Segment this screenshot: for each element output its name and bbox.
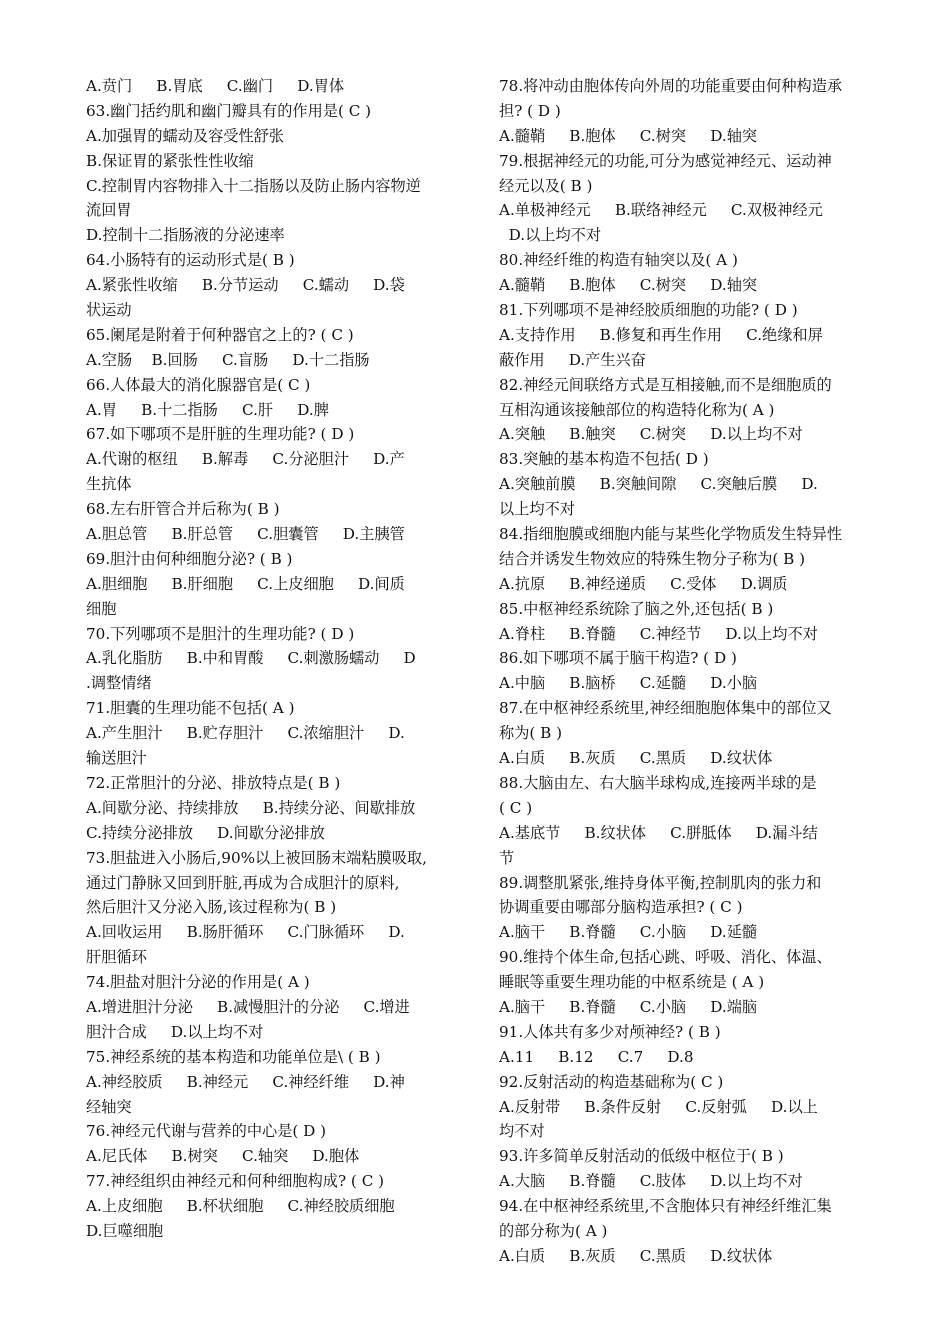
text-line: 79.根据神经元的功能,可分为感觉神经元、运动神 bbox=[499, 151, 832, 170]
text-line: A.胆细胞 B.肝细胞 C.上皮细胞 D.间质 bbox=[86, 574, 405, 593]
text-line: 担? ( D ) bbox=[499, 101, 561, 120]
text-line: A.间歇分泌、持续排放 B.持续分泌、间歇排放 bbox=[86, 798, 416, 817]
text-line: D.以上均不对 bbox=[499, 226, 602, 245]
text-line: A.增进胆汁分泌 B.减慢胆汁的分泌 C.增进 bbox=[86, 997, 410, 1016]
text-line: 89.调整肌紧张,维持身体平衡,控制肌肉的张力和 bbox=[499, 873, 822, 892]
text-line: A.大脑 B.脊髓 C.肢体 D.以上均不对 bbox=[499, 1172, 803, 1191]
text-line: A.胃 B.十二指肠 C.肝 D.脾 bbox=[86, 400, 329, 419]
text-line: A.中脑 B.脑桥 C.延髓 D.小脑 bbox=[499, 674, 758, 693]
text-line: 72.正常胆汁的分泌、排放特点是( B ) bbox=[86, 773, 341, 792]
text-line: A.加强胃的蠕动及容受性舒张 bbox=[86, 126, 285, 145]
text-line: 蔽作用 D.产生兴奋 bbox=[499, 350, 646, 369]
left-column bbox=[86, 74, 466, 1244]
text-line: A.支持作用 B.修复和再生作用 C.绝缘和屏 bbox=[499, 325, 823, 344]
text-line: 86.如下哪项不属于脑干构造? ( D ) bbox=[499, 649, 737, 668]
text-line: 71.胆囊的生理功能不包括( A ) bbox=[86, 699, 295, 718]
text-line: 经轴突 bbox=[86, 1097, 132, 1116]
text-line: A.胆总管 B.肝总管 C.胆囊管 D.主胰管 bbox=[86, 525, 405, 544]
text-line: A.反射带 B.条件反射 C.反射弧 D.以上 bbox=[499, 1097, 818, 1116]
text-line: A.髓鞘 B.胞体 C.树突 D.轴突 bbox=[499, 276, 758, 295]
text-line: 68.左右肝管合并后称为( B ) bbox=[86, 500, 280, 519]
text-line: 70.下列哪项不是胆汁的生理功能? ( D ) bbox=[86, 624, 355, 643]
text-line: 81.下列哪项不是神经胶质细胞的功能? ( D ) bbox=[499, 301, 798, 320]
text-line: 84.指细胞膜或细胞内能与某些化学物质发生特异性 bbox=[499, 525, 843, 544]
text-line: 称为( B ) bbox=[499, 724, 563, 743]
text-line: 82.神经元间联络方式是互相接触,而不是细胞质的 bbox=[499, 375, 832, 394]
text-line: A.乳化脂肪 B.中和胃酸 C.刺激肠蠕动 D bbox=[86, 649, 416, 668]
text-line: 协调重要由哪部分脑构造承担? ( C ) bbox=[499, 898, 743, 917]
text-line: A.单极神经元 B.联络神经元 C.双极神经元 bbox=[499, 201, 823, 220]
text-line: A.脊柱 B.脊髓 C.神经节 D.以上均不对 bbox=[499, 624, 818, 643]
text-line: A.回收运用 B.肠肝循环 C.门脉循环 D. bbox=[86, 923, 405, 942]
text-line: 92.反射活动的构造基础称为( C ) bbox=[499, 1072, 724, 1091]
text-line: 69.胆汁由何种细胞分泌? ( B ) bbox=[86, 549, 293, 568]
text-line: 63.幽门括约肌和幽门瓣具有的作用是( C ) bbox=[86, 101, 372, 120]
text-line: A.突触 B.触突 C.树突 D.以上均不对 bbox=[499, 425, 803, 444]
text-line: 88.大脑由左、右大脑半球构成,连接两半球的是 bbox=[499, 773, 817, 792]
text-line: 77.神经组织由神经元和何种细胞构成? ( C ) bbox=[86, 1172, 385, 1191]
text-line: 睡眠等重要生理功能的中枢系统是 ( A ) bbox=[499, 973, 765, 992]
text-line: B.保证胃的紧张性性收缩 bbox=[86, 151, 254, 170]
text-line: A.产生胆汁 B.贮存胆汁 C.浓缩胆汁 D. bbox=[86, 724, 405, 743]
text-line: 胆汁合成 D.以上均不对 bbox=[86, 1022, 264, 1041]
text-line: A.突触前膜 B.突触间隙 C.突触后膜 D. bbox=[499, 475, 818, 494]
text-line: 75.神经系统的基本构造和功能单位是\ ( B ) bbox=[86, 1047, 381, 1066]
text-line: 结合并诱发生物效应的特殊生物分子称为( B ) bbox=[499, 549, 806, 568]
text-line: 流回胃 bbox=[86, 201, 132, 220]
text-line: 90.维持个体生命,包括心跳、呼吸、消化、体温、 bbox=[499, 948, 832, 967]
text-line: A.11 B.12 C.7 D.8 bbox=[499, 1047, 694, 1066]
text-line: 78.将冲动由胞体传向外周的功能重要由何种构造承 bbox=[499, 77, 843, 95]
text-line: A.空肠 B.回肠 C.盲肠 D.十二指肠 bbox=[86, 350, 370, 369]
text-line: A.抗原 B.神经递质 C.受体 D.调质 bbox=[499, 574, 788, 593]
text-line: 74.胆盐对胆汁分泌的作用是( A ) bbox=[86, 973, 310, 992]
text-line: A.脑干 B.脊髓 C.小脑 D.端脑 bbox=[499, 997, 758, 1016]
text-line: 互相沟通该接触部位的构造特化称为( A ) bbox=[499, 400, 775, 419]
text-line: 肝胆循环 bbox=[86, 948, 147, 967]
text-line: 67.如下哪项不是肝脏的生理功能? ( D ) bbox=[86, 425, 355, 444]
text-line: A.髓鞘 B.胞体 C.树突 D.轴突 bbox=[499, 126, 758, 145]
text-line: A.贲门 B.胃底 C.幽门 D.胃体 bbox=[86, 77, 345, 95]
text-line: 均不对 bbox=[499, 1122, 545, 1141]
text-line: 94.在中枢神经系统里,不含胞体只有神经纤维汇集 bbox=[499, 1197, 832, 1216]
text-line: A.紧张性收缩 B.分节运动 C.蠕动 D.袋 bbox=[86, 276, 405, 295]
text-line: 65.阑尾是附着于何种器官之上的? ( C ) bbox=[86, 325, 354, 344]
text-line: 91.人体共有多少对颅神经? ( B ) bbox=[499, 1022, 721, 1041]
text-line: 然后胆汁又分泌入肠,该过程称为( B ) bbox=[86, 898, 337, 917]
text-line: .调整情绪 bbox=[86, 674, 152, 693]
text-line: A.代谢的枢纽 B.解毒 C.分泌胆汁 D.产 bbox=[86, 450, 405, 469]
text-line: 以上均不对 bbox=[499, 500, 575, 519]
text-line: 状运动 bbox=[86, 301, 132, 320]
text-line: ( C ) bbox=[499, 798, 533, 817]
right-column bbox=[499, 74, 883, 1269]
text-line: 经元以及( B ) bbox=[499, 176, 593, 195]
text-line: 64.小肠特有的运动形式是( B ) bbox=[86, 251, 295, 270]
text-line: 83.突触的基本构造不包括( D ) bbox=[499, 450, 709, 469]
text-line: 73.胆盐进入小肠后,90%以上被回肠末端粘膜吸取, bbox=[86, 848, 427, 867]
text-line: 细胞 bbox=[86, 599, 117, 618]
text-line: A.尼氏体 B.树突 C.轴突 D.胞体 bbox=[86, 1147, 360, 1166]
text-line: 通过门静脉又回到肝脏,再成为合成胆汁的原料, bbox=[86, 873, 400, 892]
text-line: 80.神经纤维的构造有轴突以及( A ) bbox=[499, 251, 738, 270]
text-line: C.控制胃内容物排入十二指肠以及防止肠内容物逆 bbox=[86, 176, 421, 195]
text-line: A.脑干 B.脊髓 C.小脑 D.延髓 bbox=[499, 923, 758, 942]
text-line: 节 bbox=[499, 848, 515, 867]
text-line: 93.许多简单反射活动的低级中枢位于( B ) bbox=[499, 1147, 784, 1166]
text-line: D.控制十二指肠液的分泌速率 bbox=[86, 226, 285, 245]
text-line: A.白质 B.灰质 C.黑质 D.纹状体 bbox=[499, 749, 773, 768]
text-line: D.巨噬细胞 bbox=[86, 1221, 164, 1240]
text-line: A.白质 B.灰质 C.黑质 D.纹状体 bbox=[499, 1246, 773, 1265]
text-line: 66.人体最大的消化腺器官是( C ) bbox=[86, 375, 311, 394]
text-line: 87.在中枢神经系统里,神经细胞胞体集中的部位又 bbox=[499, 699, 832, 718]
text-line: 的部分称为( A ) bbox=[499, 1221, 608, 1240]
text-line: 76.神经元代谢与营养的中心是( D ) bbox=[86, 1122, 327, 1141]
text-line: 输送胆汁 bbox=[86, 749, 147, 768]
text-line: A.上皮细胞 B.杯状细胞 C.神经胶质细胞 bbox=[86, 1197, 395, 1216]
text-line: C.持续分泌排放 D.间歇分泌排放 bbox=[86, 823, 325, 842]
text-line: 85.中枢神经系统除了脑之外,还包括( B ) bbox=[499, 599, 774, 618]
text-line: A.神经胶质 B.神经元 C.神经纤维 D.神 bbox=[86, 1072, 405, 1091]
text-line: A.基底节 B.纹状体 C.胼胝体 D.漏斗结 bbox=[499, 823, 818, 842]
text-line: 生抗体 bbox=[86, 475, 132, 494]
